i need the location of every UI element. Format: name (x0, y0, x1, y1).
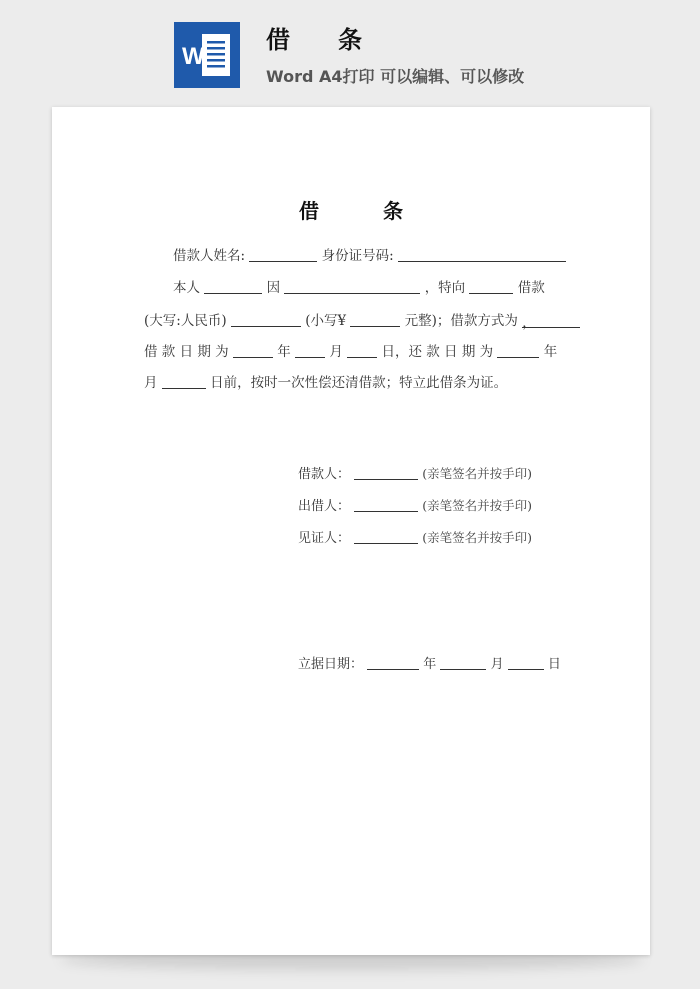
borrow-month-blank[interactable] (295, 343, 325, 358)
self-name-blank[interactable] (204, 279, 262, 294)
witness-signature-blank[interactable] (354, 529, 418, 544)
method-blank[interactable] (522, 313, 580, 331)
repay-month-blank[interactable] (162, 374, 206, 389)
page-header (0, 0, 700, 100)
method-comma: ， (522, 315, 536, 331)
borrower-note: (亲笔签名并按手印) (422, 466, 533, 481)
witness-label: 见证人： (298, 531, 351, 546)
text-issue-year: 年 (423, 657, 437, 672)
text-method: 元整)；借款方式为 (404, 313, 518, 329)
text-issue-month: 月 (490, 657, 504, 672)
repay-year-blank[interactable] (497, 343, 539, 358)
reason-blank[interactable] (284, 279, 420, 294)
header-title: 借 条 (266, 26, 374, 54)
issue-date-line (298, 653, 561, 672)
document-page (52, 107, 650, 955)
issue-date-label: 立据日期： (298, 657, 364, 672)
amount-capital-blank[interactable] (231, 312, 301, 327)
lender-label: 出借人： (298, 499, 351, 514)
borrower-signature-line (298, 463, 532, 482)
header-subtitle: Word A4打印 可以编辑、可以修改 (266, 67, 525, 86)
borrower-name-label: 借款人姓名: (173, 248, 246, 264)
lender-note: (亲笔签名并按手印) (422, 498, 533, 513)
reason-line (173, 278, 545, 298)
text-self: 本人 (173, 280, 200, 296)
id-number-blank[interactable] (398, 247, 566, 262)
lender-signature-blank[interactable] (354, 497, 418, 512)
lender-signature-line (298, 495, 532, 514)
issue-month-blank[interactable] (440, 655, 486, 670)
text-repay-date: 日，还 款 日 期 为 (381, 344, 494, 360)
text-amount-capital: (大写:人民币) (144, 313, 227, 329)
borrow-day-blank[interactable] (347, 343, 377, 358)
lender-blank[interactable] (469, 279, 513, 294)
text-month-2: 月 (144, 375, 158, 391)
text-repay-statement: 日前，按时一次性偿还清借款；特立此借条为证。 (210, 375, 508, 391)
borrower-label: 借款人： (298, 467, 351, 482)
repay-line (144, 373, 507, 393)
witness-signature-line (298, 527, 532, 546)
text-to: ，特向 (424, 280, 466, 296)
word-icon-letter: W (182, 43, 205, 70)
amount-small-blank[interactable] (350, 312, 400, 327)
borrower-name-blank[interactable] (249, 247, 317, 262)
word-icon (174, 22, 240, 88)
witness-note: (亲笔签名并按手印) (422, 530, 533, 545)
date-line (144, 342, 557, 362)
text-year: 年 (277, 344, 291, 360)
borrower-info-line (173, 246, 566, 266)
text-because: 因 (266, 280, 281, 296)
text-year-2: 年 (543, 344, 558, 360)
id-number-label: 身份证号码: (321, 248, 394, 264)
text-amount-small: (小写¥ (305, 313, 347, 329)
issue-day-blank[interactable] (508, 655, 544, 670)
borrow-year-blank[interactable] (233, 343, 273, 358)
borrower-signature-blank[interactable] (354, 465, 418, 480)
text-issue-day: 日 (547, 657, 561, 672)
amount-line (144, 311, 580, 331)
text-borrow-date: 借 款 日 期 为 (144, 344, 229, 360)
doc-title: 借 条 (299, 199, 425, 223)
text-month: 月 (329, 344, 343, 360)
issue-year-blank[interactable] (367, 655, 419, 670)
text-borrow: 借款 (517, 280, 545, 296)
